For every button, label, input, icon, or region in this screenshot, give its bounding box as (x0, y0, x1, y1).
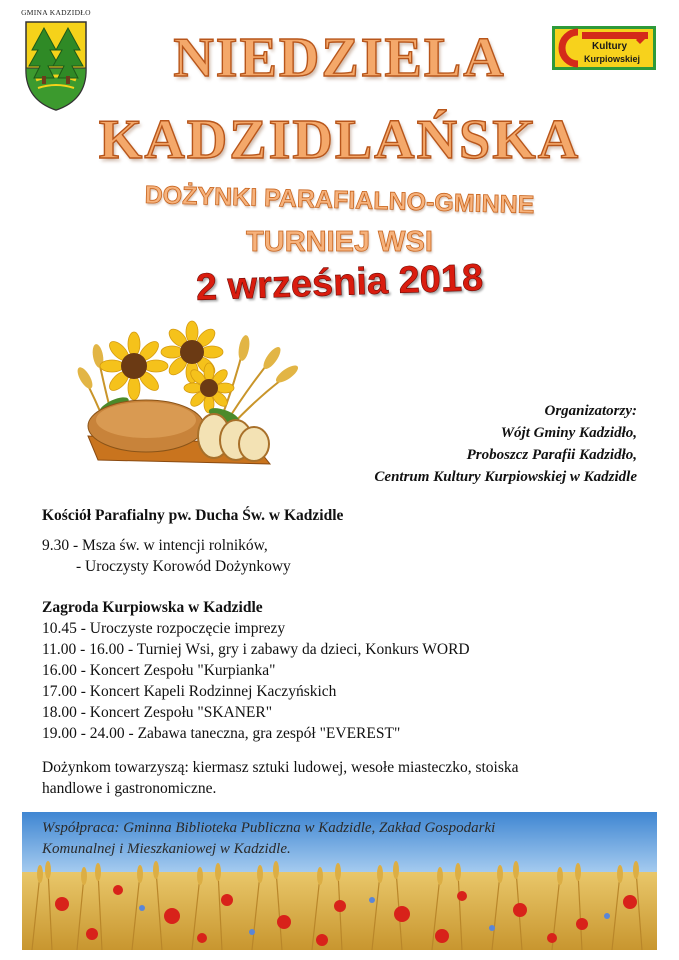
subtitle-line-2: TURNIEJ WSI (246, 226, 433, 258)
title-line-1: NIEDZIELA (173, 27, 506, 89)
harvest-illustration (74, 316, 334, 476)
organizers-heading: Organizatorzy: (544, 403, 637, 419)
organizers-block (374, 400, 637, 488)
accompany-text (42, 757, 519, 799)
schedule-item: 10.45 - Uroczyste rozpoczęcie imprezy (42, 620, 286, 637)
organizer-item: Proboszcz Parafii Kadzidło, (466, 447, 637, 463)
accompany-line: handlowe i gastronomiczne. (42, 780, 217, 797)
cooperation-line: Współpraca: Gminna Biblioteka Publiczna w Kadzidle, Zakład Gospodarki (42, 820, 496, 836)
ckk-logo-text-1: Kultury (592, 41, 627, 52)
title-line-2: KADZIDLAŃSKA (98, 109, 581, 171)
cooperation-text (42, 818, 642, 860)
schedule-item: 11.00 - 16.00 - Turniej Wsi, gry i zabawy da dzieci, Konkurs WORD (42, 641, 470, 658)
homestead-section (42, 597, 470, 744)
accompany-line: Dożynkom towarzyszą: kiermasz sztuki ludowej, wesołe miasteczko, stoiska (42, 759, 519, 776)
organizer-item: Wójt Gminy Kadzidło, (500, 425, 637, 441)
church-section (42, 505, 343, 526)
event-date: 2 września 2018 (195, 256, 484, 310)
church-schedule (42, 535, 291, 577)
cooperation-line: Komunalnej i Mieszkaniowej w Kadzidle. (42, 841, 291, 857)
schedule-item: - Uroczysty Korowód Dożynkowy (76, 558, 291, 575)
church-title: Kościół Parafialny pw. Ducha Św. w Kadzidle (42, 507, 344, 524)
schedule-item: 19.00 - 24.00 - Zabawa taneczna, gra zespół "EVEREST" (42, 725, 401, 742)
organizer-item: Centrum Kultury Kurpiowskiej w Kadzidle (374, 469, 637, 485)
homestead-title: Zagroda Kurpiowska w Kadzidle (42, 599, 263, 616)
coat-of-arms-label: GMINA KADZIDŁO (21, 8, 91, 17)
subtitle-line-1: DOŻYNKI PARAFIALNO-GMINNE (144, 180, 535, 220)
ckk-logo-text-2: Kurpiowskiej (584, 54, 641, 64)
schedule-item: 17.00 - Koncert Kapeli Rodzinnej Kaczyńskich (42, 683, 337, 700)
schedule-item: 16.00 - Koncert Zespołu "Kurpianka" (42, 662, 276, 679)
schedule-item: 18.00 - Koncert Zespołu "SKANER" (42, 704, 273, 721)
schedule-item: 9.30 - Msza św. w intencji rolników, (42, 537, 268, 554)
footer-field-banner (22, 812, 657, 950)
harvest-illustration-icon (74, 316, 334, 476)
